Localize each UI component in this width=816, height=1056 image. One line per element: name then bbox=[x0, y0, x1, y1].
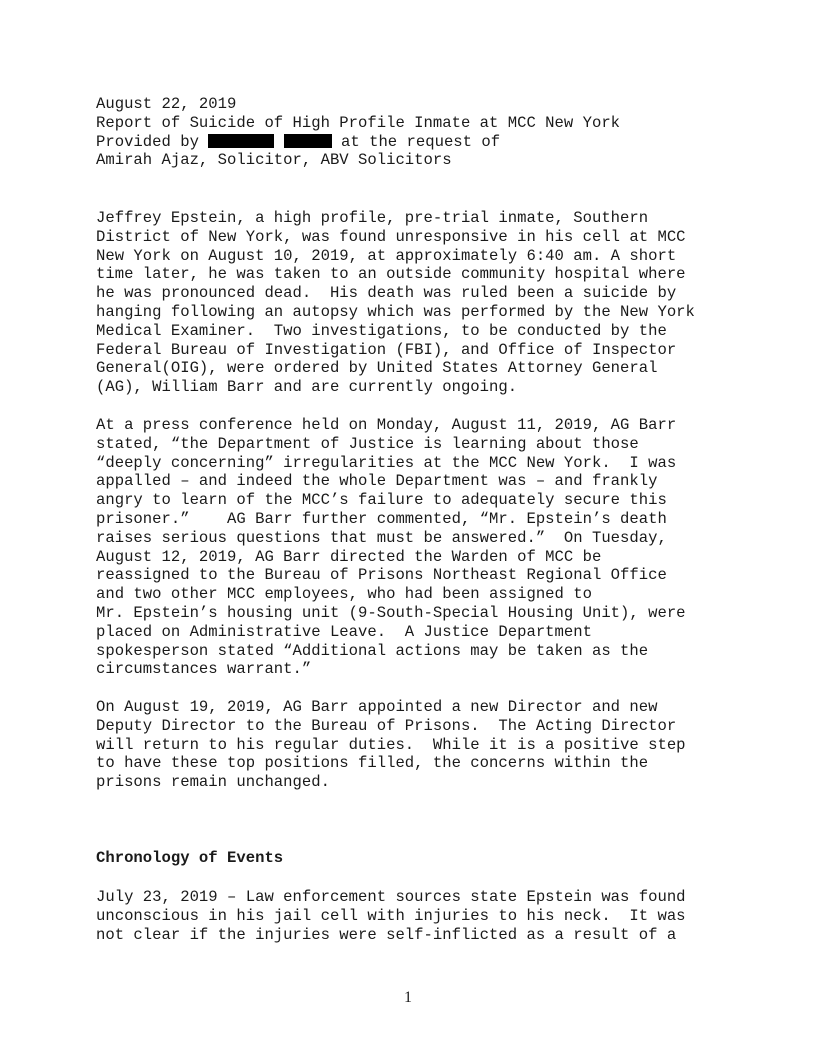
text-line: prisoner.” AG Barr further commented, “Mr. Epstein’s death bbox=[96, 509, 667, 528]
text-line: he was pronounced dead. His death was ruled been a suicide by bbox=[96, 284, 677, 303]
text-line: Jeffrey Epstein, a high profile, pre-trial inmate, Southern bbox=[96, 209, 649, 227]
requester-line: Amirah Ajaz, Solicitor, ABV Solicitors bbox=[96, 151, 452, 170]
redaction-bar bbox=[208, 134, 274, 148]
text-line: spokesperson stated “Additional actions may be taken as the bbox=[96, 641, 649, 660]
text-line: hanging following an autopsy which was performed by the New York bbox=[96, 302, 695, 321]
text-line: Deputy Director to the Bureau of Prisons. The Acting Director bbox=[96, 716, 677, 735]
report-header bbox=[96, 95, 736, 170]
text-line: On August 19, 2019, AG Barr appointed a new Director and new bbox=[96, 698, 658, 716]
text-line: (AG), William Barr and are currently ongoing. bbox=[96, 378, 518, 397]
paragraph-1 bbox=[96, 209, 736, 397]
page-number: 1 bbox=[404, 989, 412, 1006]
report-date: August 22, 2019 bbox=[96, 95, 237, 113]
text-line: stated, “the Department of Justice is learning about those bbox=[96, 434, 639, 453]
text-line: August 12, 2019, AG Barr directed the Warden of MCC be bbox=[96, 547, 602, 566]
text-line: will return to his regular duties. While it is a positive step bbox=[96, 735, 686, 754]
text-line: not clear if the injuries were self-inflicted as a result of a bbox=[96, 925, 677, 944]
provided-by-line bbox=[96, 133, 736, 152]
text-line: Medical Examiner. Two investigations, to be conducted by the bbox=[96, 321, 667, 340]
text-line: raises serious questions that must be answered.” On Tuesday, bbox=[96, 528, 667, 547]
text-line: “deeply concerning” irregularities at the MCC New York. I was bbox=[96, 453, 677, 472]
provided-by-suffix: at the request of bbox=[331, 132, 501, 151]
text-line: July 23, 2019 – Law enforcement sources state Epstein was found bbox=[96, 888, 686, 906]
text-line: General(OIG), were ordered by United States Attorney General bbox=[96, 359, 658, 378]
text-line: circumstances warrant.” bbox=[96, 660, 312, 679]
text-line: prisons remain unchanged. bbox=[96, 773, 330, 792]
provided-by-prefix: Provided by bbox=[96, 132, 209, 151]
text-line: placed on Administrative Leave. A Justice Department bbox=[96, 622, 592, 641]
text-line: reassigned to the Bureau of Prisons Northeast Regional Office bbox=[96, 566, 667, 585]
text-line: Mr. Epstein’s housing unit (9-South-Special Housing Unit), were bbox=[96, 603, 686, 622]
text-line: to have these top positions filled, the concerns within the bbox=[96, 754, 649, 773]
text-line: angry to learn of the MCC’s failure to adequately secure this bbox=[96, 491, 667, 510]
text-line: appalled – and indeed the whole Department was – and frankly bbox=[96, 472, 658, 491]
text-line: time later, he was taken to an outside community hospital where bbox=[96, 265, 686, 284]
report-title: Report of Suicide of High Profile Inmate at MCC New York bbox=[96, 113, 621, 132]
text-line: Federal Bureau of Investigation (FBI), and Office of Inspector bbox=[96, 340, 677, 359]
text-line: and two other MCC employees, who had been assigned to bbox=[96, 585, 592, 604]
text-line: unconscious in his jail cell with injuries to his neck. It was bbox=[96, 906, 686, 925]
paragraph-3 bbox=[96, 698, 736, 792]
chronology-entries bbox=[96, 888, 736, 944]
redaction-bar bbox=[284, 134, 332, 148]
paragraph-2 bbox=[96, 416, 736, 679]
text-line: District of New York, was found unresponsive in his cell at MCC bbox=[96, 227, 686, 246]
section-heading: Chronology of Events bbox=[96, 849, 284, 867]
text-line: New York on August 10, 2019, at approximately 6:40 am. A short bbox=[96, 246, 677, 265]
text-line: At a press conference held on Monday, August 11, 2019, AG Barr bbox=[96, 416, 677, 434]
chronology-section bbox=[96, 849, 736, 868]
